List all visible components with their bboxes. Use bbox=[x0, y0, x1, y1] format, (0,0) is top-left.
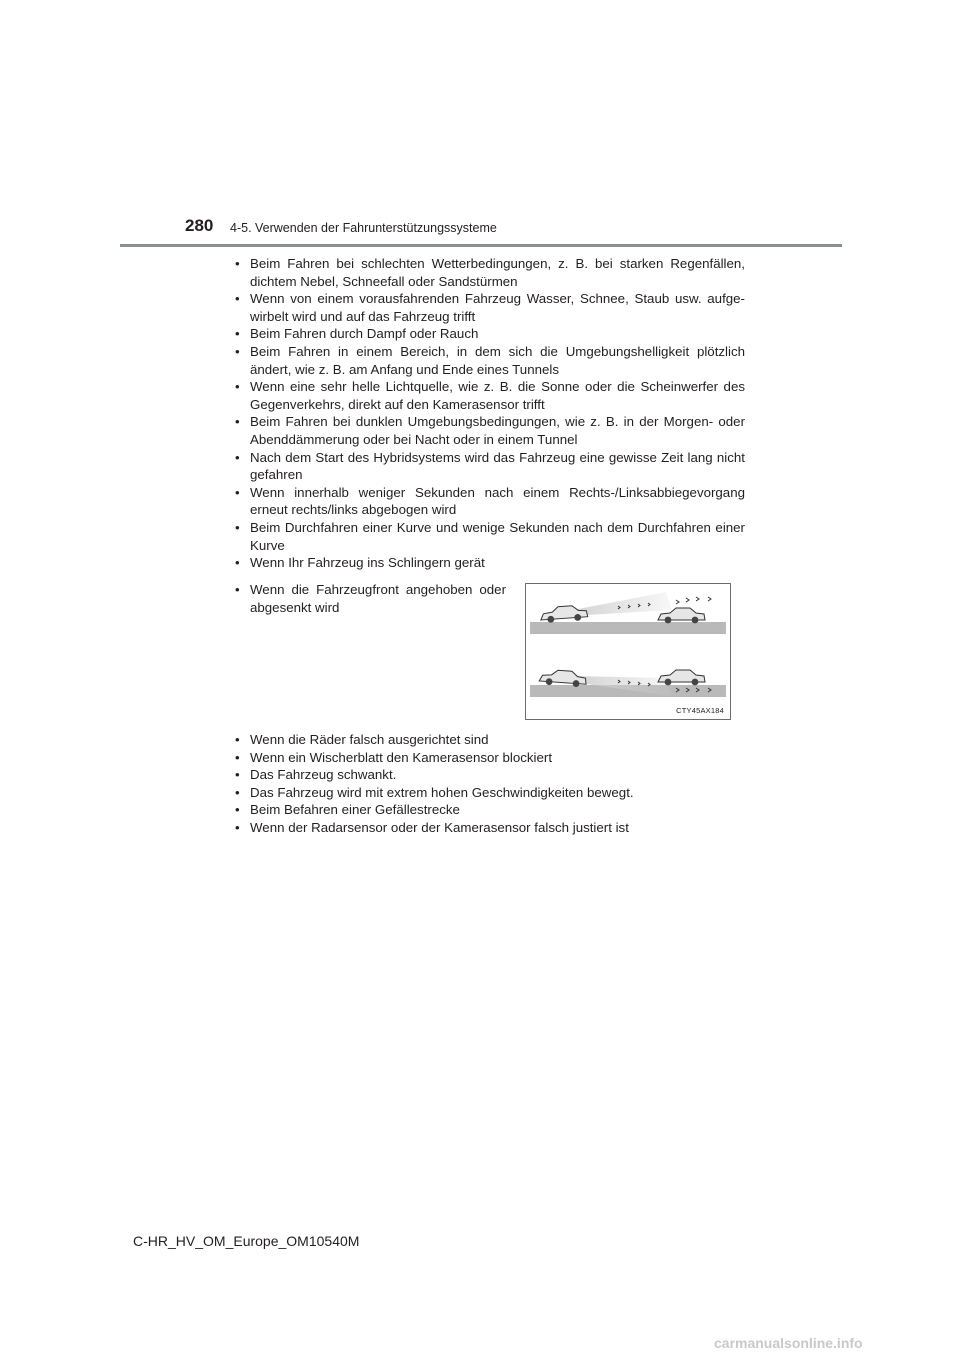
list-item: • Das Fahrzeug wird mit extrem hohen Geschwindigkeiten bewegt. bbox=[235, 784, 745, 802]
list-item: • Beim Fahren bei schlechten Wetterbedingungen, z. B. bei starken Regenfällen, dichtem Nebel, Schneefall oder Sandstürmen bbox=[235, 255, 745, 290]
list-item: • Wenn eine sehr helle Lichtquelle, wie z. B. die Sonne oder die Scheinwerfer des Gegenverkehrs, direkt auf den Kamerasensor trifft bbox=[235, 378, 745, 413]
list-item: • Beim Durchfahren einer Kurve und wenige Sekunden nach dem Durchfahren einer Kurve bbox=[235, 519, 745, 554]
own-car-top-icon bbox=[540, 605, 588, 624]
watermark: carmanualsonline.info bbox=[714, 1335, 863, 1351]
list-item: • Wenn die Fahrzeugfront angehoben oder abgesenkt wird bbox=[235, 581, 506, 616]
list-item: • Beim Fahren durch Dampf oder Rauch bbox=[235, 325, 745, 343]
road-scene-drawing bbox=[526, 584, 732, 721]
list-item: • Beim Befahren einer Gefällestrecke bbox=[235, 801, 745, 819]
page-number: 280 bbox=[185, 216, 214, 235]
list-item: • Wenn der Radarsensor oder der Kamerasensor falsch justiert ist bbox=[235, 819, 745, 837]
own-car-bottom-icon bbox=[539, 669, 587, 688]
condition-list-side bbox=[235, 581, 506, 616]
list-item: • Beim Fahren in einem Bereich, in dem sich die Umgebungshelligkeit plötzlich ändert, wie z. B. am Anfang und Ende eines Tunnels bbox=[235, 343, 745, 378]
list-item: • Beim Fahren bei dunklen Umgebungsbedingungen, wie z. B. in der Morgen- oder Abenddämmerung oder bei Nacht oder in einem Tunnel bbox=[235, 413, 745, 448]
condition-list-top bbox=[235, 255, 745, 572]
header-rule bbox=[120, 244, 842, 247]
list-item: • Wenn Ihr Fahrzeug ins Schlingern gerät bbox=[235, 554, 745, 572]
list-item: • Wenn ein Wischerblatt den Kamerasensor blockiert bbox=[235, 749, 745, 767]
road-top bbox=[530, 622, 726, 634]
list-item: • Wenn die Räder falsch ausgerichtet sind bbox=[235, 731, 745, 749]
condition-list-bottom bbox=[235, 731, 745, 837]
list-item: • Wenn innerhalb weniger Sekunden nach einem Rechts-/Linksabbiegevorgang erneut rechts/links abgebogen wird bbox=[235, 484, 745, 519]
figure-code: CTY45AX184 bbox=[676, 706, 724, 715]
vehicle-pitch-illustration bbox=[525, 583, 731, 720]
list-item: • Das Fahrzeug schwankt. bbox=[235, 766, 745, 784]
list-item: • Wenn von einem vorausfahrenden Fahrzeug Wasser, Schnee, Staub usw. aufge-wirbelt wird und auf das Fahrzeug trifft bbox=[235, 290, 745, 325]
preceding-car-bottom-icon bbox=[658, 670, 705, 685]
section-title: 4-5. Verwenden der Fahrunterstützungssysteme bbox=[230, 221, 497, 235]
document-id: C-HR_HV_OM_Europe_OM10540M bbox=[133, 1233, 360, 1249]
list-item: • Nach dem Start des Hybridsystems wird das Fahrzeug eine gewisse Zeit lang nicht gefahren bbox=[235, 449, 745, 484]
